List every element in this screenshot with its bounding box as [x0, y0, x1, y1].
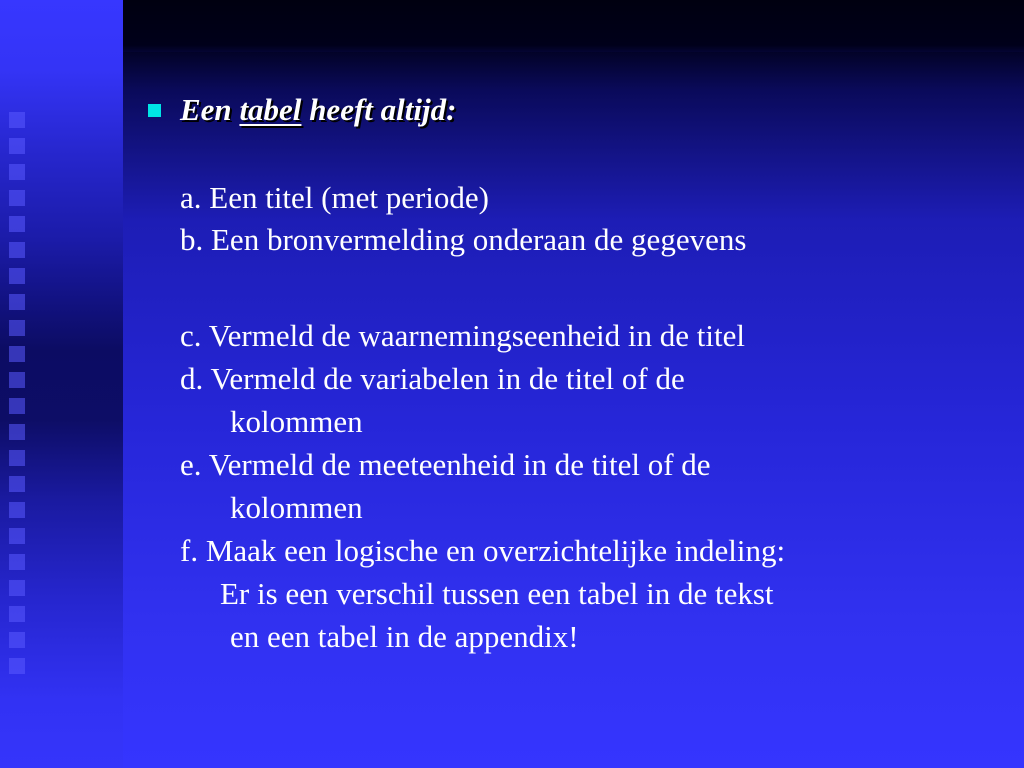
decorative-square [9, 528, 25, 544]
list-item-c: c. Vermeld de waarnemingseenheid in de titel [180, 318, 745, 353]
decorative-square [9, 138, 25, 154]
heading-line [148, 92, 1008, 136]
decorative-square [9, 658, 25, 674]
list-item-e: e. Vermeld de meeteenheid in de titel of de [180, 447, 711, 482]
decorative-square [9, 580, 25, 596]
list-item-d-continuation: kolommen [230, 404, 363, 439]
decorative-square [9, 476, 25, 492]
list-item-f-continuation-1: Er is een verschil tussen een tabel in de tekst [220, 576, 774, 611]
list-item-d: d. Vermeld de variabelen in de titel of de [180, 361, 685, 396]
list-item-a: a. Een titel (met periode) [180, 180, 490, 215]
heading-part2: heeft altijd: [309, 92, 457, 127]
list-item-e-continuation: kolommen [230, 490, 363, 525]
decorative-square [9, 554, 25, 570]
decorative-square [9, 112, 25, 128]
decorative-square [9, 424, 25, 440]
decorative-square [9, 450, 25, 466]
decorative-square [9, 216, 25, 232]
decorative-square [9, 268, 25, 284]
top-decorative-band [123, 0, 1024, 52]
heading-part1: Een [180, 92, 232, 127]
decorative-square [9, 346, 25, 362]
slide-heading [180, 92, 456, 128]
list-item-b: b. Een bronvermelding onderaan de gegevens [180, 222, 747, 257]
decorative-square [9, 502, 25, 518]
decorative-square [9, 398, 25, 414]
decorative-square [9, 164, 25, 180]
decorative-square [9, 190, 25, 206]
decorative-square [9, 242, 25, 258]
square-bullet-icon [148, 104, 161, 117]
decorative-square [9, 372, 25, 388]
list-item-f-continuation-2: en een tabel in de appendix! [230, 619, 579, 654]
decorative-square [9, 294, 25, 310]
decorative-square [9, 320, 25, 336]
slide-content [148, 92, 1008, 654]
decorative-square [9, 606, 25, 622]
list-item-f: f. Maak een logische en overzichtelijke indeling: [180, 533, 786, 568]
heading-underlined-word: tabel [239, 92, 302, 127]
decorative-square-column [9, 112, 29, 712]
decorative-square [9, 632, 25, 648]
